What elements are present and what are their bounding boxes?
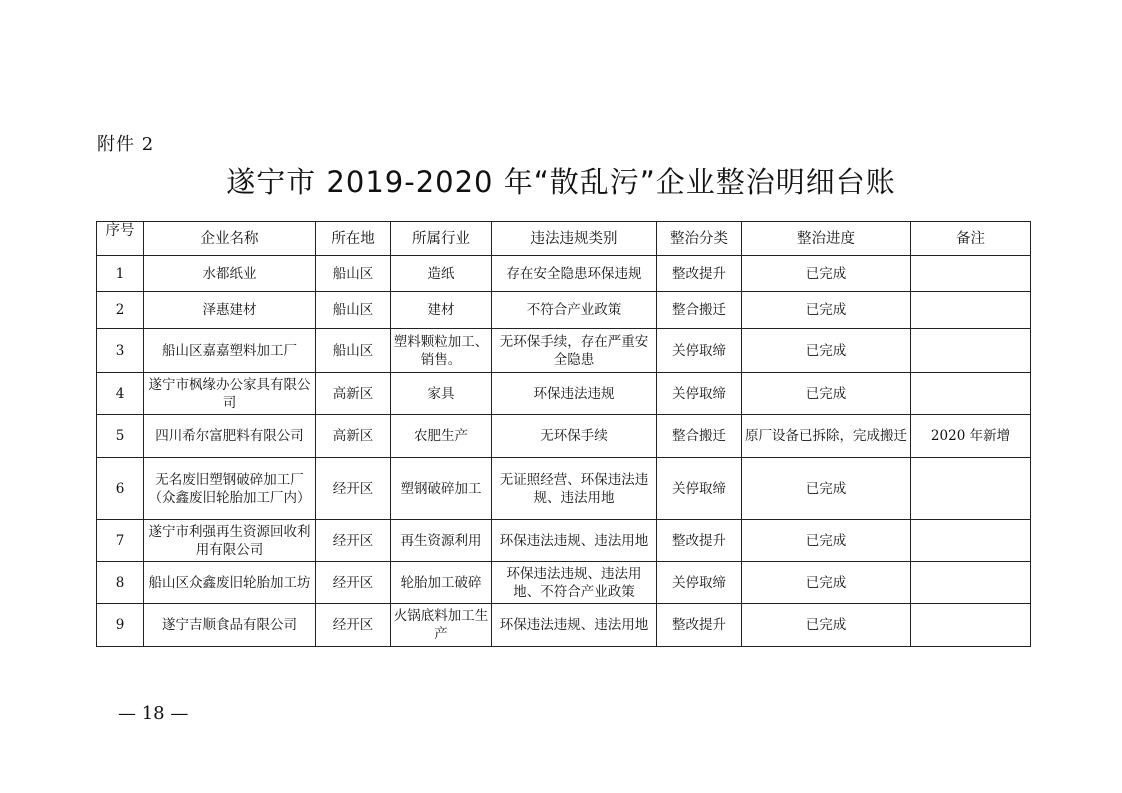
cell-industry: 轮胎加工破碎 bbox=[391, 562, 492, 604]
column-header-progress: 整治进度 bbox=[742, 222, 911, 256]
document-title: 遂宁市 2019-2020 年“散乱污”企业整治明细台账 bbox=[226, 165, 896, 199]
cell-violation: 无证照经营、环保违法违规、违法用地 bbox=[492, 458, 657, 520]
table-row bbox=[97, 415, 1031, 458]
cell-remark bbox=[911, 329, 1031, 373]
cell-category: 关停取缔 bbox=[657, 373, 742, 415]
cell-category: 整合搬迁 bbox=[657, 415, 742, 458]
table-row bbox=[97, 458, 1031, 520]
cell-remark bbox=[911, 520, 1031, 562]
cell-remark bbox=[911, 292, 1031, 329]
cell-no: 9 bbox=[97, 604, 144, 647]
cell-category: 整改提升 bbox=[657, 256, 742, 292]
table-row bbox=[97, 373, 1031, 415]
attachment-label: 附件 2 bbox=[97, 134, 155, 155]
cell-violation: 环保违法违规、违法用地 bbox=[492, 520, 657, 562]
cell-remark bbox=[911, 458, 1031, 520]
cell-location: 经开区 bbox=[316, 458, 391, 520]
cell-no: 7 bbox=[97, 520, 144, 562]
cell-industry: 造纸 bbox=[391, 256, 492, 292]
cell-violation: 不符合产业政策 bbox=[492, 292, 657, 329]
cell-name: 无名废旧塑钢破碎加工厂（众鑫废旧轮胎加工厂内） bbox=[144, 458, 316, 520]
column-header-industry: 所属行业 bbox=[391, 222, 492, 256]
table-row bbox=[97, 329, 1031, 373]
cell-name: 船山区众鑫废旧轮胎加工坊 bbox=[144, 562, 316, 604]
cell-progress: 已完成 bbox=[742, 373, 911, 415]
cell-no: 2 bbox=[97, 292, 144, 329]
page-number: — 18 — bbox=[118, 703, 189, 724]
table-row bbox=[97, 520, 1031, 562]
cell-location: 经开区 bbox=[316, 604, 391, 647]
cell-violation: 无环保手续，存在严重安全隐患 bbox=[492, 329, 657, 373]
cell-industry: 再生资源利用 bbox=[391, 520, 492, 562]
cell-progress: 已完成 bbox=[742, 520, 911, 562]
cell-category: 关停取缔 bbox=[657, 458, 742, 520]
cell-progress: 已完成 bbox=[742, 329, 911, 373]
cell-location: 船山区 bbox=[316, 292, 391, 329]
column-header-name: 企业名称 bbox=[144, 222, 316, 256]
cell-remark bbox=[911, 562, 1031, 604]
cell-category: 整改提升 bbox=[657, 604, 742, 647]
cell-name: 船山区嘉嘉塑料加工厂 bbox=[144, 329, 316, 373]
cell-location: 高新区 bbox=[316, 373, 391, 415]
cell-industry: 建材 bbox=[391, 292, 492, 329]
cell-no: 4 bbox=[97, 373, 144, 415]
cell-remark bbox=[911, 373, 1031, 415]
cell-violation: 无环保手续 bbox=[492, 415, 657, 458]
cell-violation: 存在安全隐患环保违规 bbox=[492, 256, 657, 292]
cell-category: 关停取缔 bbox=[657, 329, 742, 373]
cell-location: 经开区 bbox=[316, 562, 391, 604]
cell-violation: 环保违法违规、违法用地、不符合产业政策 bbox=[492, 562, 657, 604]
cell-no: 5 bbox=[97, 415, 144, 458]
cell-category: 整合搬迁 bbox=[657, 292, 742, 329]
cell-remark: 2020 年新增 bbox=[911, 415, 1031, 458]
table-row bbox=[97, 256, 1031, 292]
cell-industry: 塑钢破碎加工 bbox=[391, 458, 492, 520]
cell-progress: 原厂设备已拆除，完成搬迁 bbox=[742, 415, 911, 458]
cell-location: 经开区 bbox=[316, 520, 391, 562]
cell-no: 8 bbox=[97, 562, 144, 604]
cell-name: 泽惠建材 bbox=[144, 292, 316, 329]
cell-industry: 火锅底料加工生产 bbox=[391, 604, 492, 647]
cell-name: 四川希尔富肥料有限公司 bbox=[144, 415, 316, 458]
cell-no: 3 bbox=[97, 329, 144, 373]
table-row bbox=[97, 562, 1031, 604]
column-header-location: 所在地 bbox=[316, 222, 391, 256]
column-header-no: 序号 bbox=[97, 222, 144, 256]
cell-industry: 农肥生产 bbox=[391, 415, 492, 458]
cell-remark bbox=[911, 256, 1031, 292]
ledger-table bbox=[96, 221, 1031, 647]
cell-industry: 塑料颗粒加工、销售。 bbox=[391, 329, 492, 373]
cell-location: 船山区 bbox=[316, 256, 391, 292]
cell-location: 高新区 bbox=[316, 415, 391, 458]
cell-name: 遂宁吉顺食品有限公司 bbox=[144, 604, 316, 647]
column-header-violation: 违法违规类别 bbox=[492, 222, 657, 256]
cell-category: 关停取缔 bbox=[657, 562, 742, 604]
table-row bbox=[97, 292, 1031, 329]
cell-industry: 家具 bbox=[391, 373, 492, 415]
cell-progress: 已完成 bbox=[742, 562, 911, 604]
cell-violation: 环保违法违规 bbox=[492, 373, 657, 415]
cell-remark bbox=[911, 604, 1031, 647]
cell-name: 水都纸业 bbox=[144, 256, 316, 292]
column-header-category: 整治分类 bbox=[657, 222, 742, 256]
cell-no: 1 bbox=[97, 256, 144, 292]
table-row bbox=[97, 604, 1031, 647]
cell-violation: 环保违法违规、违法用地 bbox=[492, 604, 657, 647]
column-header-remark: 备注 bbox=[911, 222, 1031, 256]
cell-location: 船山区 bbox=[316, 329, 391, 373]
cell-progress: 已完成 bbox=[742, 256, 911, 292]
cell-progress: 已完成 bbox=[742, 604, 911, 647]
cell-no: 6 bbox=[97, 458, 144, 520]
cell-name: 遂宁市枫缘办公家具有限公司 bbox=[144, 373, 316, 415]
cell-category: 整改提升 bbox=[657, 520, 742, 562]
cell-progress: 已完成 bbox=[742, 458, 911, 520]
cell-progress: 已完成 bbox=[742, 292, 911, 329]
table-header-row bbox=[97, 222, 1031, 256]
cell-name: 遂宁市利强再生资源回收利用有限公司 bbox=[144, 520, 316, 562]
